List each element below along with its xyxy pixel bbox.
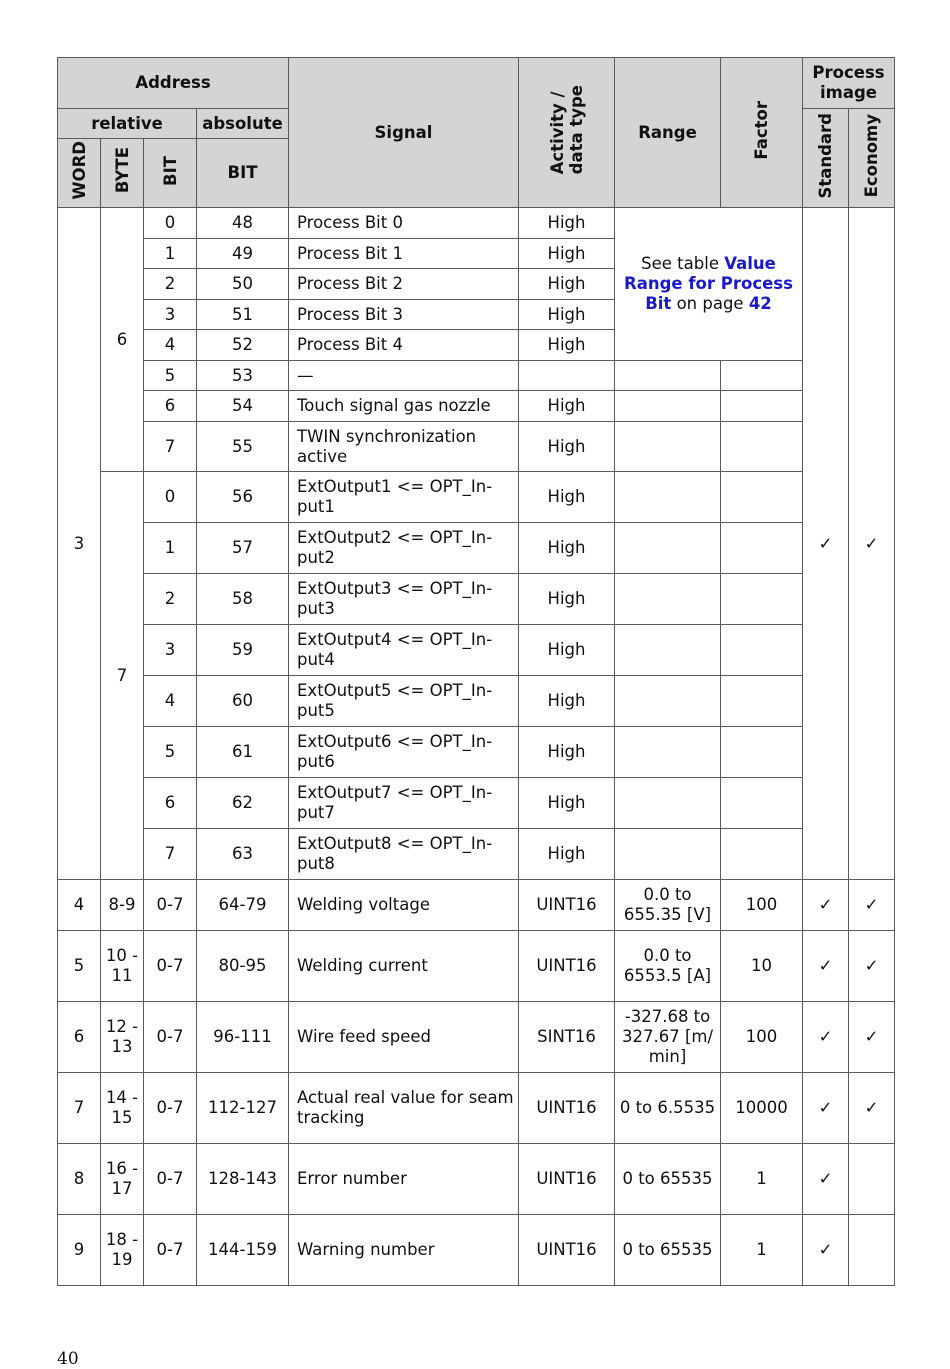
signal-cell: Process Bit 4 [289,330,519,361]
standard-check: ✓ [803,208,849,880]
abs-bit-cell: 96-111 [197,1002,289,1073]
signal-cell: Warning number [289,1215,519,1286]
bit-cell: 0 [144,472,197,523]
bit-cell: 3 [144,625,197,676]
table-row [58,523,895,574]
bit-cell: 1 [144,523,197,574]
signal-cell: ExtOutput8 <= OPT_In-put8 [289,829,519,880]
table-row [58,422,895,472]
abs-bit-cell: 52 [197,330,289,361]
bit-cell: 7 [144,829,197,880]
activity-header-line1: Activity / [547,91,567,175]
bit-cell: 0-7 [144,1215,197,1286]
byte-cell: 12 - 13 [101,1002,144,1073]
economy-header-label: Economy [862,113,881,198]
activity-cell: High [519,472,615,523]
table-header [58,58,895,208]
range-cell: 0 to 6.5535 [615,1073,721,1144]
table-row [58,829,895,880]
range-cell: 0.0 to 6553.5 [A] [615,931,721,1002]
word-cell: 6 [58,1002,101,1073]
abs-bit-cell: 56 [197,472,289,523]
relative-header: relative [58,109,197,139]
activity-cell: High [519,300,615,330]
activity-cell: High [519,269,615,300]
abs-bit-cell: 57 [197,523,289,574]
byte-header-label: BYTE [112,147,132,194]
activity-cell: High [519,422,615,472]
activity-cell: High [519,574,615,625]
signal-cell: Welding current [289,931,519,1002]
factor-cell [721,778,803,829]
range-cell [615,574,721,625]
range-cell [615,422,721,472]
activity-cell: High [519,208,615,239]
table-row [58,361,895,391]
table-row [58,574,895,625]
range-cell: 0 to 65535 [615,1215,721,1286]
word-cell: 7 [58,1073,101,1144]
standard-header [803,109,849,208]
economy-header [849,109,895,208]
table-row [58,778,895,829]
activity-cell: High [519,625,615,676]
byte-cell: 14 - 15 [101,1073,144,1144]
abs-bit-cell: 54 [197,391,289,422]
signal-cell: Process Bit 0 [289,208,519,239]
byte-cell: 8-9 [101,880,144,931]
range-cell: -327.68 to 327.67 [m/ min] [615,1002,721,1073]
factor-cell: 1 [721,1215,803,1286]
abs-bit-cell: 58 [197,574,289,625]
word-cell: 3 [58,208,101,880]
activity-cell: High [519,239,615,269]
activity-cell: High [519,330,615,361]
bit-cell: 0-7 [144,1073,197,1144]
range-header: Range [615,58,721,208]
word-cell: 5 [58,931,101,1002]
range-cell: 0 to 65535 [615,1144,721,1215]
signal-cell: TWIN synchronization active [289,422,519,472]
process-image-header: Process image [803,58,895,109]
factor-cell: 100 [721,1002,803,1073]
abs-bit-cell: 59 [197,625,289,676]
factor-header-label: Factor [752,100,771,160]
standard-check: ✓ [803,880,849,931]
factor-cell: 10000 [721,1073,803,1144]
economy-check: ✓ [849,1002,895,1073]
activity-cell: High [519,523,615,574]
bit-cell: 5 [144,727,197,778]
economy-check [849,1215,895,1286]
range-note-cell [615,208,803,361]
activity-cell [519,361,615,391]
abs-bit-cell: 49 [197,239,289,269]
abs-bit-cell: 53 [197,361,289,391]
page-number: 40 [57,1349,79,1369]
bit-cell: 4 [144,676,197,727]
activity-cell: High [519,829,615,880]
signal-cell: Wire feed speed [289,1002,519,1073]
activity-cell: High [519,727,615,778]
bit-cell: 6 [144,391,197,422]
bit-cell: 4 [144,330,197,361]
range-cell [615,625,721,676]
word-cell: 4 [58,880,101,931]
table-row [58,727,895,778]
bit-cell: 2 [144,269,197,300]
bit-cell: 0-7 [144,1144,197,1215]
factor-cell [721,391,803,422]
table-row [58,1144,895,1215]
activity-cell: UINT16 [519,1215,615,1286]
abs-bit-cell: 112-127 [197,1073,289,1144]
abs-bit-cell: 80-95 [197,931,289,1002]
activity-cell: High [519,676,615,727]
signal-cell: ExtOutput2 <= OPT_In-put2 [289,523,519,574]
word-cell: 8 [58,1144,101,1215]
table-row [58,931,895,1002]
abs-bit-cell: 50 [197,269,289,300]
signal-cell: Welding voltage [289,880,519,931]
word-header [58,139,101,208]
address-header: Address [58,58,289,109]
signal-table [57,57,895,1286]
activity-cell: UINT16 [519,1073,615,1144]
table-row [58,1215,895,1286]
table-row [58,676,895,727]
factor-cell [721,574,803,625]
signal-cell: Process Bit 2 [289,269,519,300]
range-cell [615,676,721,727]
abs-bit-cell: 63 [197,829,289,880]
factor-cell [721,523,803,574]
range-cell [615,361,721,391]
abs-bit-cell: 48 [197,208,289,239]
table-row [58,1002,895,1073]
factor-cell: 10 [721,931,803,1002]
range-cell [615,829,721,880]
abs-bit-cell: 61 [197,727,289,778]
word-header-label: WORD [69,141,89,200]
abs-bit-cell: 144-159 [197,1215,289,1286]
factor-cell [721,625,803,676]
range-cell [615,727,721,778]
abs-bit-cell: 60 [197,676,289,727]
signal-cell: Process Bit 1 [289,239,519,269]
factor-header [721,58,803,208]
standard-check: ✓ [803,1215,849,1286]
activity-header [519,58,615,208]
byte-cell: 10 - 11 [101,931,144,1002]
factor-cell [721,727,803,778]
signal-cell: — [289,361,519,391]
activity-cell: High [519,778,615,829]
page-link[interactable]: 42 [748,294,772,313]
abs-bit-cell: 128-143 [197,1144,289,1215]
range-cell [615,391,721,422]
range-cell: 0.0 to 655.35 [V] [615,880,721,931]
abs-bit-cell: 51 [197,300,289,330]
factor-cell [721,361,803,391]
factor-cell: 1 [721,1144,803,1215]
bit-abs-header: BIT [197,139,289,208]
activity-cell: UINT16 [519,931,615,1002]
byte-header [101,139,144,208]
bit-cell: 0-7 [144,1002,197,1073]
bit-cell: 0 [144,208,197,239]
table-row [58,880,895,931]
economy-check: ✓ [849,931,895,1002]
range-note-middle: on page [671,294,749,313]
factor-cell [721,676,803,727]
byte-cell: 7 [101,472,144,880]
signal-cell: ExtOutput6 <= OPT_In-put6 [289,727,519,778]
bit-cell: 5 [144,361,197,391]
signal-header: Signal [289,58,519,208]
range-cell [615,523,721,574]
table-body [58,208,895,1286]
signal-cell: Error number [289,1144,519,1215]
economy-check: ✓ [849,880,895,931]
bit-rel-header [144,139,197,208]
range-note-prefix: See table [641,254,725,273]
abs-bit-cell: 55 [197,422,289,472]
range-cell [615,778,721,829]
table-row [58,208,895,239]
absolute-header: absolute [197,109,289,139]
bit-cell: 3 [144,300,197,330]
economy-check: ✓ [849,1073,895,1144]
word-cell: 9 [58,1215,101,1286]
signal-cell: Actual real value for seam tracking [289,1073,519,1144]
activity-cell: High [519,391,615,422]
standard-check: ✓ [803,1073,849,1144]
signal-cell: ExtOutput7 <= OPT_In-put7 [289,778,519,829]
standard-check: ✓ [803,1144,849,1215]
bit-cell: 1 [144,239,197,269]
activity-cell: UINT16 [519,880,615,931]
activity-cell: SINT16 [519,1002,615,1073]
signal-cell: Touch signal gas nozzle [289,391,519,422]
abs-bit-cell: 62 [197,778,289,829]
standard-check: ✓ [803,1002,849,1073]
range-cell [615,472,721,523]
activity-header-line2: data type [566,85,586,175]
signal-cell: ExtOutput3 <= OPT_In-put3 [289,574,519,625]
byte-cell: 16 - 17 [101,1144,144,1215]
factor-cell [721,422,803,472]
bit-cell: 6 [144,778,197,829]
factor-cell [721,472,803,523]
byte-cell: 6 [101,208,144,472]
byte-cell: 18 - 19 [101,1215,144,1286]
bit-cell: 0-7 [144,931,197,1002]
value-range-link[interactable]: Value Range for Process Bit [624,254,793,313]
signal-cell: ExtOutput4 <= OPT_In-put4 [289,625,519,676]
economy-check: ✓ [849,208,895,880]
activity-cell: UINT16 [519,1144,615,1215]
bit-rel-header-label: BIT [160,155,180,186]
abs-bit-cell: 64-79 [197,880,289,931]
table-row [58,1073,895,1144]
signal-cell: ExtOutput1 <= OPT_In-put1 [289,472,519,523]
bit-cell: 2 [144,574,197,625]
table-row [58,625,895,676]
standard-header-label: Standard [816,112,835,199]
bit-cell: 7 [144,422,197,472]
table-row [58,472,895,523]
signal-cell: ExtOutput5 <= OPT_In-put5 [289,676,519,727]
signal-cell: Process Bit 3 [289,300,519,330]
standard-check: ✓ [803,931,849,1002]
factor-cell: 100 [721,880,803,931]
table-row [58,391,895,422]
economy-check [849,1144,895,1215]
factor-cell [721,829,803,880]
bit-cell: 0-7 [144,880,197,931]
